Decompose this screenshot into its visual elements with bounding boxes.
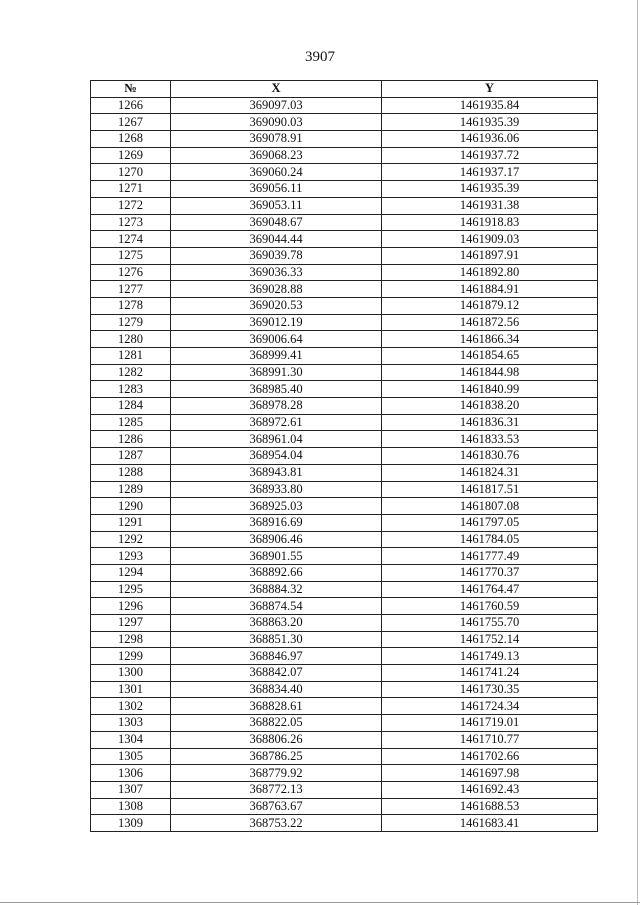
table-row [91, 581, 598, 598]
y-coordinate-cell: 1461755.70 [382, 615, 598, 632]
table-row [91, 297, 598, 314]
x-coordinate-cell: 368772.13 [171, 781, 382, 798]
x-coordinate-cell: 369020.53 [171, 297, 382, 314]
table-row [91, 231, 598, 248]
y-coordinate-cell: 1461824.31 [382, 464, 598, 481]
point-number-cell: 1307 [91, 781, 171, 798]
table-row [91, 247, 598, 264]
table-row [91, 314, 598, 331]
coordinates-table [90, 80, 598, 832]
table-row [91, 548, 598, 565]
table-row [91, 147, 598, 164]
point-number-cell: 1309 [91, 815, 171, 832]
y-coordinate-cell: 1461710.77 [382, 731, 598, 748]
table-row [91, 398, 598, 415]
x-coordinate-cell: 368972.61 [171, 414, 382, 431]
point-number-cell: 1283 [91, 381, 171, 398]
y-coordinate-cell: 1461692.43 [382, 781, 598, 798]
point-number-cell: 1268 [91, 131, 171, 148]
point-number-cell: 1276 [91, 264, 171, 281]
point-number-cell: 1289 [91, 481, 171, 498]
table-row [91, 498, 598, 515]
point-number-cell: 1281 [91, 348, 171, 365]
table-row [91, 197, 598, 214]
y-coordinate-cell: 1461935.39 [382, 181, 598, 198]
y-coordinate-cell: 1461749.13 [382, 648, 598, 665]
table-row [91, 481, 598, 498]
point-number-cell: 1270 [91, 164, 171, 181]
y-coordinate-cell: 1461836.31 [382, 414, 598, 431]
x-coordinate-cell: 368985.40 [171, 381, 382, 398]
point-number-cell: 1275 [91, 247, 171, 264]
x-coordinate-cell: 369048.67 [171, 214, 382, 231]
y-coordinate-cell: 1461817.51 [382, 481, 598, 498]
x-coordinate-cell: 368874.54 [171, 598, 382, 615]
point-number-cell: 1279 [91, 314, 171, 331]
table-row [91, 815, 598, 832]
table-row [91, 97, 598, 114]
y-coordinate-cell: 1461844.98 [382, 364, 598, 381]
table-row [91, 414, 598, 431]
point-number-cell: 1291 [91, 514, 171, 531]
table-row [91, 665, 598, 682]
table-row [91, 131, 598, 148]
point-number-cell: 1290 [91, 498, 171, 515]
y-coordinate-cell: 1461724.34 [382, 698, 598, 715]
point-number-cell: 1282 [91, 364, 171, 381]
point-number-cell: 1292 [91, 531, 171, 548]
x-coordinate-cell: 368978.28 [171, 398, 382, 415]
y-coordinate-cell: 1461683.41 [382, 815, 598, 832]
x-coordinate-cell: 368892.66 [171, 564, 382, 581]
page-number: 3907 [305, 49, 335, 65]
table-row [91, 748, 598, 765]
x-coordinate-cell: 368954.04 [171, 448, 382, 465]
point-number-cell: 1295 [91, 581, 171, 598]
point-number-cell: 1305 [91, 748, 171, 765]
x-coordinate-cell: 368925.03 [171, 498, 382, 515]
point-number-cell: 1294 [91, 564, 171, 581]
page-edge-bottom [0, 902, 640, 903]
y-coordinate-cell: 1461935.84 [382, 97, 598, 114]
x-coordinate-cell: 368806.26 [171, 731, 382, 748]
x-coordinate-cell: 369068.23 [171, 147, 382, 164]
x-coordinate-cell: 369039.78 [171, 247, 382, 264]
table-row [91, 514, 598, 531]
table-row [91, 798, 598, 815]
table-row [91, 114, 598, 131]
point-number-cell: 1274 [91, 231, 171, 248]
y-coordinate-cell: 1461909.03 [382, 231, 598, 248]
table-row [91, 214, 598, 231]
point-number-cell: 1278 [91, 297, 171, 314]
point-number-cell: 1301 [91, 681, 171, 698]
x-coordinate-cell: 368961.04 [171, 431, 382, 448]
x-coordinate-cell: 368901.55 [171, 548, 382, 565]
point-number-cell: 1288 [91, 464, 171, 481]
x-coordinate-cell: 368753.22 [171, 815, 382, 832]
table-row [91, 564, 598, 581]
y-coordinate-cell: 1461807.08 [382, 498, 598, 515]
x-coordinate-cell: 369078.91 [171, 131, 382, 148]
point-number-cell: 1269 [91, 147, 171, 164]
table-row [91, 164, 598, 181]
y-coordinate-cell: 1461866.34 [382, 331, 598, 348]
y-coordinate-cell: 1461937.72 [382, 147, 598, 164]
y-coordinate-cell: 1461872.56 [382, 314, 598, 331]
y-coordinate-cell: 1461777.49 [382, 548, 598, 565]
table-row [91, 364, 598, 381]
y-coordinate-cell: 1461830.76 [382, 448, 598, 465]
point-number-cell: 1299 [91, 648, 171, 665]
x-coordinate-cell: 369012.19 [171, 314, 382, 331]
point-number-cell: 1293 [91, 548, 171, 565]
x-coordinate-cell: 368884.32 [171, 581, 382, 598]
y-coordinate-cell: 1461854.65 [382, 348, 598, 365]
y-coordinate-cell: 1461935.39 [382, 114, 598, 131]
table-row [91, 281, 598, 298]
point-number-cell: 1286 [91, 431, 171, 448]
x-coordinate-cell: 368842.07 [171, 665, 382, 682]
table-row [91, 331, 598, 348]
x-coordinate-cell: 368786.25 [171, 748, 382, 765]
point-number-cell: 1306 [91, 765, 171, 782]
y-coordinate-cell: 1461936.06 [382, 131, 598, 148]
point-number-cell: 1304 [91, 731, 171, 748]
table-row [91, 615, 598, 632]
y-coordinate-cell: 1461879.12 [382, 297, 598, 314]
table-header-row [91, 81, 598, 98]
y-coordinate-cell: 1461730.35 [382, 681, 598, 698]
y-coordinate-cell: 1461784.05 [382, 531, 598, 548]
table-row [91, 181, 598, 198]
y-coordinate-cell: 1461764.47 [382, 581, 598, 598]
x-coordinate-cell: 368779.92 [171, 765, 382, 782]
x-coordinate-cell: 369090.03 [171, 114, 382, 131]
x-coordinate-cell: 369056.11 [171, 181, 382, 198]
y-coordinate-cell: 1461702.66 [382, 748, 598, 765]
point-number-cell: 1273 [91, 214, 171, 231]
table-row [91, 631, 598, 648]
x-coordinate-cell: 368863.20 [171, 615, 382, 632]
y-coordinate-cell: 1461719.01 [382, 715, 598, 732]
x-coordinate-cell: 368828.61 [171, 698, 382, 715]
table-row [91, 765, 598, 782]
point-number-cell: 1287 [91, 448, 171, 465]
table-row [91, 381, 598, 398]
point-number-cell: 1271 [91, 181, 171, 198]
table-row [91, 448, 598, 465]
y-coordinate-cell: 1461897.91 [382, 247, 598, 264]
point-number-cell: 1285 [91, 414, 171, 431]
table-row [91, 264, 598, 281]
x-coordinate-cell: 369028.88 [171, 281, 382, 298]
page-edge-right [637, 0, 638, 905]
x-coordinate-cell: 368834.40 [171, 681, 382, 698]
x-coordinate-cell: 368822.05 [171, 715, 382, 732]
point-number-cell: 1298 [91, 631, 171, 648]
table-row [91, 698, 598, 715]
table-row [91, 531, 598, 548]
point-number-cell: 1296 [91, 598, 171, 615]
header-y: Y [382, 81, 598, 98]
y-coordinate-cell: 1461770.37 [382, 564, 598, 581]
point-number-cell: 1303 [91, 715, 171, 732]
y-coordinate-cell: 1461838.20 [382, 398, 598, 415]
x-coordinate-cell: 369097.03 [171, 97, 382, 114]
x-coordinate-cell: 369006.64 [171, 331, 382, 348]
table-row [91, 731, 598, 748]
point-number-cell: 1280 [91, 331, 171, 348]
y-coordinate-cell: 1461918.83 [382, 214, 598, 231]
table-row [91, 348, 598, 365]
point-number-cell: 1302 [91, 698, 171, 715]
table-row [91, 715, 598, 732]
point-number-cell: 1277 [91, 281, 171, 298]
y-coordinate-cell: 1461797.05 [382, 514, 598, 531]
x-coordinate-cell: 368999.41 [171, 348, 382, 365]
table-row [91, 681, 598, 698]
y-coordinate-cell: 1461892.80 [382, 264, 598, 281]
point-number-cell: 1267 [91, 114, 171, 131]
table-row [91, 464, 598, 481]
point-number-cell: 1300 [91, 665, 171, 682]
table-row [91, 781, 598, 798]
point-number-cell: 1297 [91, 615, 171, 632]
y-coordinate-cell: 1461688.53 [382, 798, 598, 815]
y-coordinate-cell: 1461760.59 [382, 598, 598, 615]
table-row [91, 648, 598, 665]
x-coordinate-cell: 368991.30 [171, 364, 382, 381]
y-coordinate-cell: 1461931.38 [382, 197, 598, 214]
x-coordinate-cell: 369044.44 [171, 231, 382, 248]
x-coordinate-cell: 368846.97 [171, 648, 382, 665]
x-coordinate-cell: 368906.46 [171, 531, 382, 548]
point-number-cell: 1308 [91, 798, 171, 815]
x-coordinate-cell: 368933.80 [171, 481, 382, 498]
y-coordinate-cell: 1461833.53 [382, 431, 598, 448]
point-number-cell: 1266 [91, 97, 171, 114]
x-coordinate-cell: 369053.11 [171, 197, 382, 214]
header-number: № [91, 81, 171, 98]
point-number-cell: 1284 [91, 398, 171, 415]
header-x: X [171, 81, 382, 98]
point-number-cell: 1272 [91, 197, 171, 214]
table-row [91, 431, 598, 448]
y-coordinate-cell: 1461752.14 [382, 631, 598, 648]
y-coordinate-cell: 1461937.17 [382, 164, 598, 181]
y-coordinate-cell: 1461741.24 [382, 665, 598, 682]
x-coordinate-cell: 369060.24 [171, 164, 382, 181]
x-coordinate-cell: 368763.67 [171, 798, 382, 815]
x-coordinate-cell: 369036.33 [171, 264, 382, 281]
y-coordinate-cell: 1461840.99 [382, 381, 598, 398]
x-coordinate-cell: 368916.69 [171, 514, 382, 531]
y-coordinate-cell: 1461884.91 [382, 281, 598, 298]
x-coordinate-cell: 368943.81 [171, 464, 382, 481]
y-coordinate-cell: 1461697.98 [382, 765, 598, 782]
table-row [91, 598, 598, 615]
x-coordinate-cell: 368851.30 [171, 631, 382, 648]
